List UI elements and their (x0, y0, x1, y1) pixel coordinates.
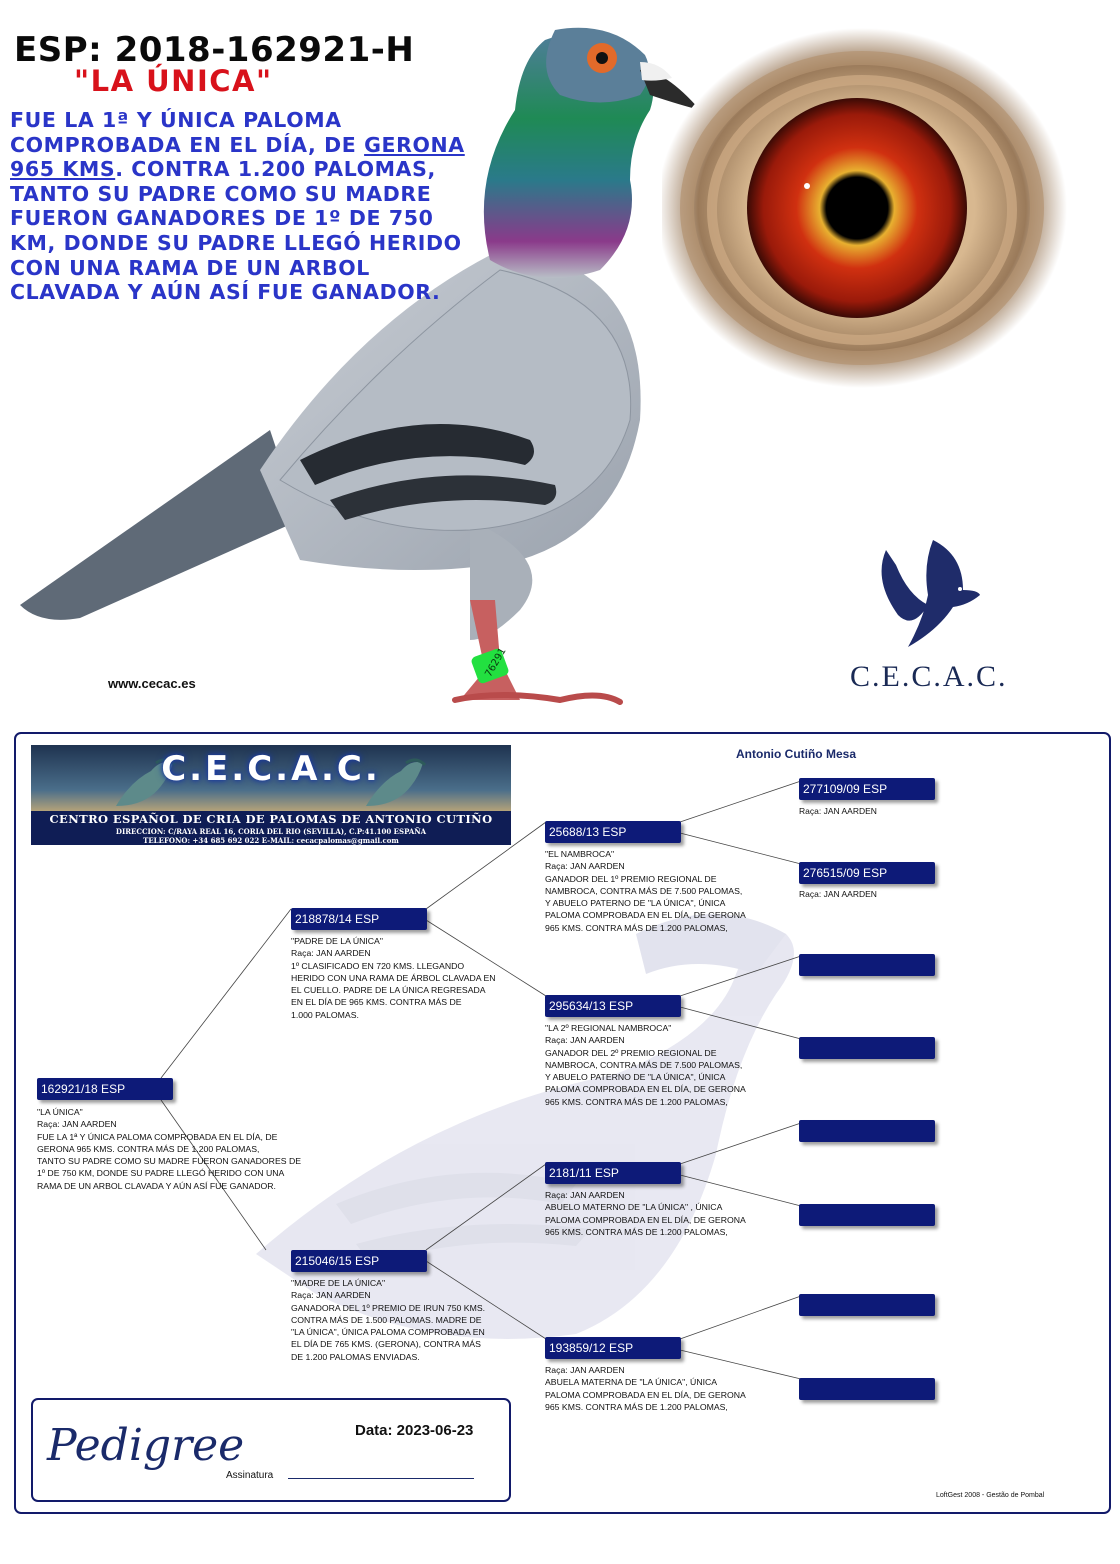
info-line: NAMBROCA, CONTRA MÁS DE 7.500 PALOMAS, (545, 885, 743, 896)
gp4-info (545, 1364, 746, 1413)
sire-info (291, 935, 496, 1021)
subject-info (37, 1106, 301, 1192)
poster (0, 0, 1120, 730)
gp4-ring-box[interactable]: 193859/12 ESP (545, 1337, 681, 1359)
info-line: "LA 2º REGIONAL NAMBROCA" (545, 1023, 672, 1033)
info-line: "EL NAMBROCA" (545, 849, 615, 859)
info-line: EL CUELLO. PADRE DE LA ÚNICA REGRESADA (291, 985, 486, 996)
info-line: Raça: JAN AARDEN (291, 948, 371, 959)
info-line: PALOMA COMPROBADA EN EL DÍA, DE GERONA (545, 1389, 746, 1400)
ring-id-heading: ESP: 2018-162921-H (14, 30, 415, 70)
info-line: HERIDO CON UNA RAMA DE ÁRBOL CLAVADA EN (291, 972, 496, 983)
info-line: 965 KMS. CONTRA MÁS DE 1.200 PALOMAS, (545, 1401, 728, 1412)
cecac-logo-text: C.E.C.A.C. (850, 660, 1008, 693)
info-line: Y ABUELO PATERNO DE "LA ÚNICA", ÚNICA (545, 898, 726, 909)
leg-ring-text: 76291 (483, 646, 509, 680)
info-line: 965 KMS. CONTRA MÁS DE 1.200 PALOMAS, (545, 1096, 728, 1107)
ggp8-empty-box[interactable] (799, 1378, 935, 1400)
info-line: RAMA DE UN ARBOL CLAVADA Y AÚN ASÍ FUE GANADOR. (37, 1180, 276, 1191)
gp3-ring-box[interactable]: 2181/11 ESP (545, 1162, 681, 1184)
info-line: "MADRE DE LA ÚNICA" (291, 1278, 386, 1288)
ggp6-empty-box[interactable] (799, 1204, 935, 1226)
ggp5-empty-box[interactable] (799, 1120, 935, 1142)
gp2-info (545, 1022, 746, 1108)
banner-subtitle: CENTRO ESPAÑOL DE CRIA DE PALOMAS DE ANTONIO CUTIÑO (49, 812, 493, 826)
banner-address: DIRECCION: C/RAYA REAL 16, CORIA DEL RIO (SEVILLA), C.P:41.100 ESPAÑA (115, 827, 427, 836)
story-part-2: . CONTRA 1.200 PALOMAS, TANTO SU PADRE COMO SU MADRE FUERON GANADORES DE 1º DE 750 KM, DONDE SU PADRE LLEGÓ HERIDO CON UNA RAMA DE UN ARBOL CLAVADA Y AÚN ASÍ FUE GANADOR. (10, 157, 462, 305)
info-line: Raça: JAN AARDEN (545, 1365, 625, 1375)
signature-label: Assinatura (226, 1470, 274, 1481)
banner-phone: TELEFONO: +34 685 692 022 E-MAIL: cecacpalomas@gmail.com (143, 836, 399, 845)
ggp2-breed: Raça: JAN AARDEN (799, 889, 877, 899)
info-line: Raça: JAN AARDEN (545, 1190, 625, 1200)
info-line: Raça: JAN AARDEN (291, 1290, 371, 1301)
story-underlined: GERONA 965 KMS (10, 132, 465, 182)
info-line: 965 KMS. CONTRA MÁS DE 1.200 PALOMAS, (545, 922, 728, 933)
subject-ring-box[interactable]: 162921/18 ESP (37, 1078, 173, 1100)
banner-title: C.E.C.A.C. (161, 749, 381, 789)
gp1-info (545, 848, 746, 934)
pigeon-eye-photo (662, 28, 1082, 408)
dove-logo-icon (868, 535, 988, 660)
story-part-1: FUE LA 1ª Y ÚNICA PALOMA COMPROBADA EN EL DÍA, DE (10, 108, 365, 157)
info-line: "LA ÚNICA", ÚNICA PALOMA COMPROBADA EN (291, 1327, 485, 1338)
pedigree-footer (31, 1398, 511, 1502)
pedigree-date: Data: 2023-06-23 (355, 1422, 474, 1439)
dam-ring-box[interactable]: 215046/15 ESP (291, 1250, 427, 1272)
owner-name: Antonio Cutiño Mesa (736, 747, 856, 761)
gp1-ring-box[interactable]: 25688/13 ESP (545, 821, 681, 843)
dam-info (291, 1277, 485, 1363)
info-line: FUE LA 1ª Y ÚNICA PALOMA COMPROBADA EN EL DÍA, DE (37, 1131, 278, 1142)
info-line: 1º DE 750 KM, DONDE SU PADRE LLEGÓ HERIDO CON UNA (37, 1168, 285, 1179)
info-line: NAMBROCA, CONTRA MÁS DE 7.500 PALOMAS, (545, 1059, 743, 1070)
ggp1-ring-box[interactable]: 277109/09 ESP (799, 778, 935, 800)
info-line: CONTRA MÁS DE 1.500 PALOMAS. MADRE DE (291, 1314, 482, 1325)
info-line: "LA ÚNICA" (37, 1107, 83, 1117)
info-line: EN EL DÍA DE 965 KMS. CONTRA MÁS DE (291, 997, 462, 1008)
website-link[interactable]: www.cecac.es (108, 676, 196, 691)
info-line: GANADOR DEL 1º PREMIO REGIONAL DE (545, 873, 717, 884)
info-line: TANTO SU PADRE COMO SU MADRE FUERON GANADORES DE (37, 1156, 302, 1167)
info-line: 1º CLASIFICADO EN 720 KMS. LLEGANDO (291, 960, 465, 971)
info-line: 1.000 PALOMAS. (291, 1009, 359, 1020)
info-line: Y ABUELO PATERNO DE "LA ÚNICA", ÚNICA (545, 1072, 726, 1083)
info-line: GANADOR DEL 2º PREMIO REGIONAL DE (545, 1047, 717, 1058)
info-line: GERONA 965 KMS. CONTRA MÁS DE 1.200 PALOMAS, (37, 1143, 260, 1154)
info-line: Raça: JAN AARDEN (545, 861, 625, 872)
info-line: Raça: JAN AARDEN (545, 1035, 625, 1046)
info-line: ABUELA MATERNA DE "LA ÚNICA", ÚNICA (545, 1377, 718, 1388)
ggp3-empty-box[interactable] (799, 954, 935, 976)
info-line: Raça: JAN AARDEN (37, 1119, 117, 1130)
info-line: "PADRE DE LA ÚNICA" (291, 936, 383, 946)
nickname-heading: "LA ÚNICA" (74, 64, 273, 98)
info-line: PALOMA COMPROBADA EN EL DÍA, DE GERONA (545, 1214, 746, 1225)
story-text (10, 108, 470, 305)
ggp1-breed: Raça: JAN AARDEN (799, 806, 877, 816)
software-credit: LoftGest 2008 - Gestão de Pombal (936, 1492, 1045, 1499)
info-line: GANADORA DEL 1º PREMIO DE IRUN 750 KMS. (291, 1302, 486, 1313)
info-line: PALOMA COMPROBADA EN EL DÍA, DE GERONA (545, 1084, 746, 1095)
cecac-banner (31, 745, 511, 845)
ggp4-empty-box[interactable] (799, 1037, 935, 1059)
info-line: PALOMA COMPROBADA EN EL DÍA, DE GERONA (545, 910, 746, 921)
signature-line[interactable] (288, 1478, 474, 1479)
ggp2-ring-box[interactable]: 276515/09 ESP (799, 862, 935, 884)
gp3-info (545, 1189, 746, 1238)
info-line: DE 1.200 PALOMAS ENVIADAS. (291, 1351, 420, 1362)
ggp7-empty-box[interactable] (799, 1294, 935, 1316)
pedigree-sheet (14, 732, 1111, 1514)
info-line: ABUELO MATERNO DE "LA ÚNICA" , ÚNICA (545, 1202, 723, 1213)
gp2-ring-box[interactable]: 295634/13 ESP (545, 995, 681, 1017)
pedigree-title: Pedigree (47, 1420, 245, 1471)
info-line: EL DÍA DE 765 KMS. (GERONA), CONTRA MÁS (291, 1339, 481, 1350)
info-line: 965 KMS. CONTRA MÁS DE 1.200 PALOMAS, (545, 1226, 728, 1237)
sire-ring-box[interactable]: 218878/14 ESP (291, 908, 427, 930)
